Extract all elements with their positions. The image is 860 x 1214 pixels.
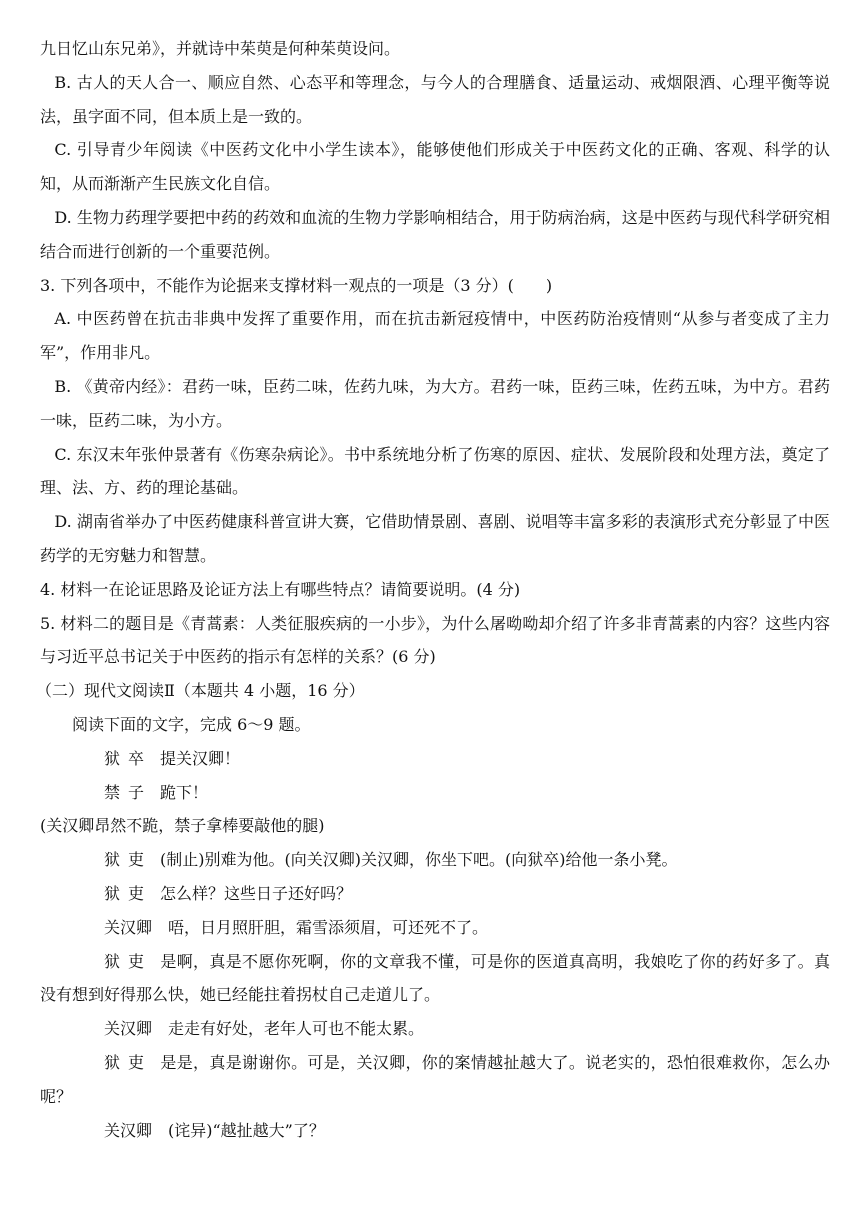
- dialogue: 走走有好处，老年人可也不能太累。: [168, 1019, 425, 1039]
- dialogue: 是啊，真是不愿你死啊，你的文章我不懂，可是你的医道真高明，我娘吃了你的药好多了。真没有想到好得那么快，她已经能拄着拐杖自己走道儿了。: [40, 951, 830, 1005]
- option-3c: C. 东汉末年张仲景著有《伤寒杂病论》。书中系统地分析了伤寒的原因、症状、发展阶段和处理方法，奠定了理、法、方、药的理论基础。: [40, 444, 830, 498]
- script-line: [40, 877, 830, 911]
- script-line: [40, 776, 830, 810]
- reading-instruction: 阅读下面的文字，完成 6～9 题。: [72, 714, 311, 734]
- section-heading: （二）现代文阅读Ⅱ（本题共 4 小题，16 分）: [36, 681, 365, 701]
- option-3b: B. 《黄帝内经》：君药一味，臣药二味，佐药九味，为大方。君药一味，臣药三味，佐药五味，为中方。君药一味，臣药二味，为小方。: [40, 376, 830, 430]
- speaker: 禁子: [104, 782, 153, 802]
- option-3d: D. 湖南省举办了中医药健康科普宣讲大赛，它借助情景剧、喜剧、说唱等丰富多彩的表演形式充分彰显了中医药学的无穷魅力和智慧。: [40, 512, 830, 565]
- dialogue: 提关汉卿！: [160, 748, 241, 768]
- dialogue: (诧异)“越扯越大”了？: [168, 1120, 325, 1140]
- dialogue: 是是，真是谢谢你。可是，关汉卿，你的案情越扯越大了。说老实的，恐怕很难救你，怎么办呢？: [40, 1052, 830, 1106]
- speaker: 狱吏: [104, 850, 153, 870]
- speaker: 关汉卿: [104, 917, 153, 937]
- stage-direction: [40, 809, 830, 843]
- speaker: 狱吏: [104, 883, 153, 903]
- dialogue: (关汉卿昂然不跪，禁子拿棒要敲他的腿): [40, 816, 325, 836]
- speaker: 狱吏: [104, 1052, 153, 1072]
- script-line: [40, 1114, 830, 1148]
- question-3: 3. 下列各项中，不能作为论据来支撑材料一观点的一项是（3 分）( ): [40, 275, 553, 295]
- text-line: 九日忆山东兄弟》，并就诗中茱萸是何种茱萸设问。: [40, 39, 401, 58]
- speaker: 关汉卿: [104, 1120, 153, 1140]
- script-line: [40, 843, 830, 877]
- script-line: [40, 742, 830, 776]
- option-2d: D. 生物力药理学要把中药的药效和血流的生物力学影响相结合，用于防病治病，这是中医药与现代科学研究相结合而进行创新的一个重要范例。: [40, 207, 830, 261]
- option-2c: C. 引导青少年阅读《中医药文化中小学生读本》，能够使他们形成关于中医药文化的正确、客观、科学的认知，从而渐渐产生民族文化自信。: [40, 140, 830, 194]
- question-4: 4. 材料一在论证思路及论证方法上有哪些特点？请简要说明。(4 分): [40, 579, 521, 599]
- script-line: [40, 945, 830, 1013]
- speaker: 狱吏: [104, 951, 153, 971]
- script-line: [40, 911, 830, 945]
- speaker: 关汉卿: [104, 1019, 153, 1039]
- script-line: [40, 1012, 830, 1046]
- speaker: 狱卒: [104, 748, 153, 768]
- script-line: [40, 1046, 830, 1114]
- option-2b: B. 古人的天人合一、顺应自然、心态平和等理念，与今人的合理膳食、适量运动、戒烟限酒、心理平衡等说法，虽字面不同，但本质上是一致的。: [40, 72, 830, 126]
- dialogue: 跪下！: [160, 782, 209, 802]
- dialogue: 怎么样？这些日子还好吗？: [160, 883, 353, 903]
- question-5: 5. 材料二的题目是《青蒿素：人类征服疾病的一小步》，为什么屠呦呦却介绍了许多非青蒿素的内容？这些内容与习近平总书记关于中医药的指示有怎样的关系？(6 分): [40, 613, 830, 667]
- dialogue: 唔，日月照肝胆，霜雪添须眉，可还死不了。: [168, 917, 489, 937]
- dialogue: (制止)别难为他。(向关汉卿)关汉卿，你坐下吧。(向狱卒)给他一条小凳。: [160, 850, 678, 870]
- option-3a: A. 中医药曾在抗击非典中发挥了重要作用，而在抗击新冠疫情中，中医药防治疫情则“从参与者变成了主力军”，作用非凡。: [40, 309, 830, 363]
- document-page: [36, 32, 830, 1147]
